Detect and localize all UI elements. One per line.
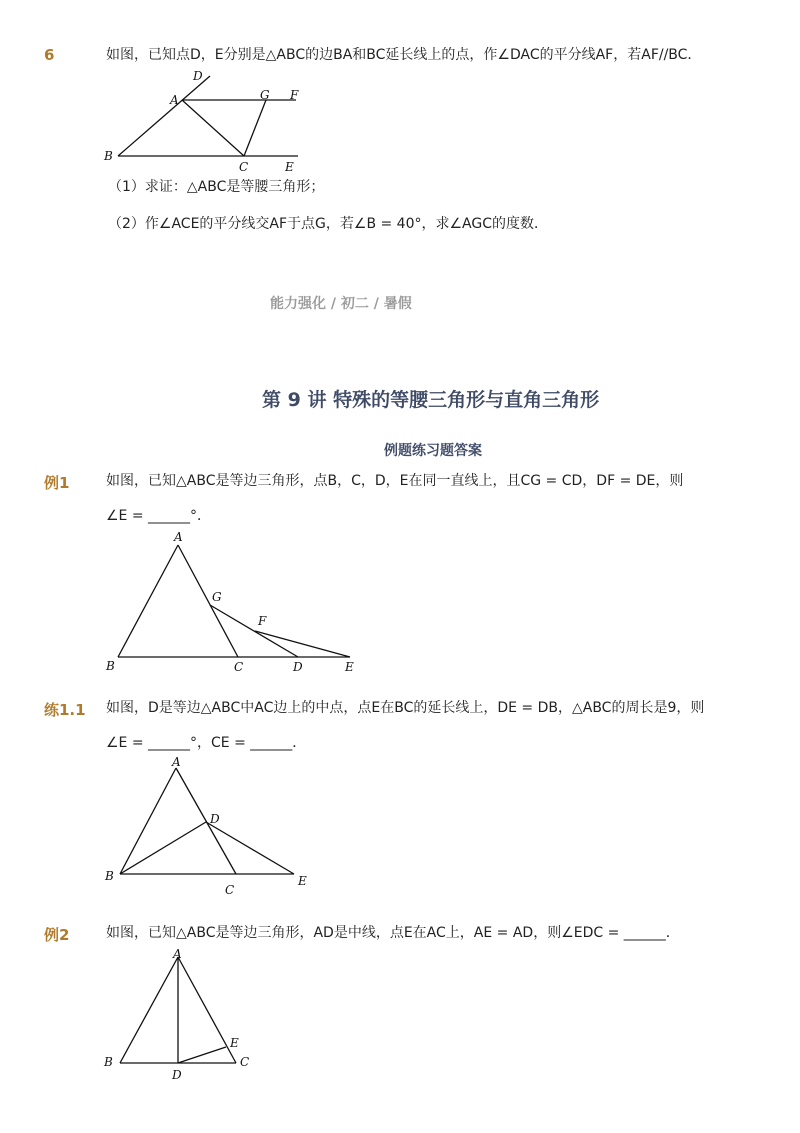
label-D: D xyxy=(210,812,220,826)
line-AB xyxy=(120,957,178,1063)
label-D: D xyxy=(172,1068,182,1082)
label-A: A xyxy=(173,947,182,961)
line-DE xyxy=(206,822,294,874)
label-C: C xyxy=(225,883,235,897)
label-E: E xyxy=(298,874,307,888)
label-B: B xyxy=(104,1055,113,1069)
line-DE xyxy=(178,1047,226,1063)
line-AC xyxy=(178,545,238,657)
label-A: A xyxy=(170,93,179,107)
label-D: D xyxy=(293,660,303,674)
example1-line2: ∠E = ______°． xyxy=(106,508,212,524)
line-FE xyxy=(255,631,350,657)
label-A: A xyxy=(172,755,181,769)
line-BD xyxy=(118,76,210,156)
line-AC xyxy=(176,768,236,874)
label-F: F xyxy=(258,614,267,628)
label-D: D xyxy=(193,69,203,83)
chapter-title: 第 9 讲 特殊的等腰三角形与直角三角形 xyxy=(262,389,600,411)
practice1-1-line1: 如图，D是等边△ABC中AC边上的中点，点E在BC的延长线上，DE = DB，△ABC的周长是9，则 xyxy=(106,700,705,716)
example2-line1: 如图，已知△ABC是等边三角形，AD是中线，点E在AC上，AE = AD，则∠EDC = ______． xyxy=(106,925,680,941)
practice1-1-line2: ∠E = ______°，CE = ______． xyxy=(106,735,307,751)
line-AB xyxy=(118,545,178,657)
label-B: B xyxy=(105,869,114,883)
line-CG xyxy=(244,100,266,156)
header-note: 能力强化 / 初二 / 暑假 xyxy=(270,296,412,312)
problem-number: 6 xyxy=(44,46,55,64)
problem6-figure xyxy=(100,68,320,178)
example1-line1: 如图，已知△ABC是等边三角形，点B，C，D，E在同一直线上，且CG = CD，DF = DE，则 xyxy=(106,473,684,489)
section-title: 例题练习题答案 xyxy=(384,443,482,459)
practice1-1-number: 练1.1 xyxy=(44,701,86,719)
label-B: B xyxy=(104,149,113,163)
example1-figure xyxy=(100,525,370,675)
label-B: B xyxy=(106,659,115,673)
example1-number: 例1 xyxy=(44,474,70,492)
example2-figure xyxy=(100,945,270,1085)
label-E: E xyxy=(230,1036,239,1050)
line-AB xyxy=(120,768,176,874)
label-C: C xyxy=(240,1055,250,1069)
label-E: E xyxy=(285,160,294,174)
label-A: A xyxy=(174,530,183,544)
label-F: F xyxy=(290,88,299,102)
problem-statement: 如图，已知点D，E分别是△ABC的边BA和BC延长线上的点，作∠DAC的平分线AF，若AF//BC． xyxy=(106,47,702,63)
line-BD xyxy=(120,822,206,874)
problem-part-2: （2）作∠ACE的平分线交AF于点G，若∠B = 40°，求∠AGC的度数． xyxy=(108,216,548,232)
line-GD xyxy=(210,605,298,657)
label-C: C xyxy=(234,660,244,674)
practice1-1-figure xyxy=(100,752,320,902)
line-AC xyxy=(182,100,244,156)
label-G: G xyxy=(260,88,270,102)
label-C: C xyxy=(239,160,249,174)
label-G: G xyxy=(212,590,222,604)
problem-part-1: （1）求证：△ABC是等腰三角形； xyxy=(108,179,325,195)
label-E: E xyxy=(345,660,354,674)
example2-number: 例2 xyxy=(44,926,70,944)
line-AC xyxy=(178,957,236,1063)
